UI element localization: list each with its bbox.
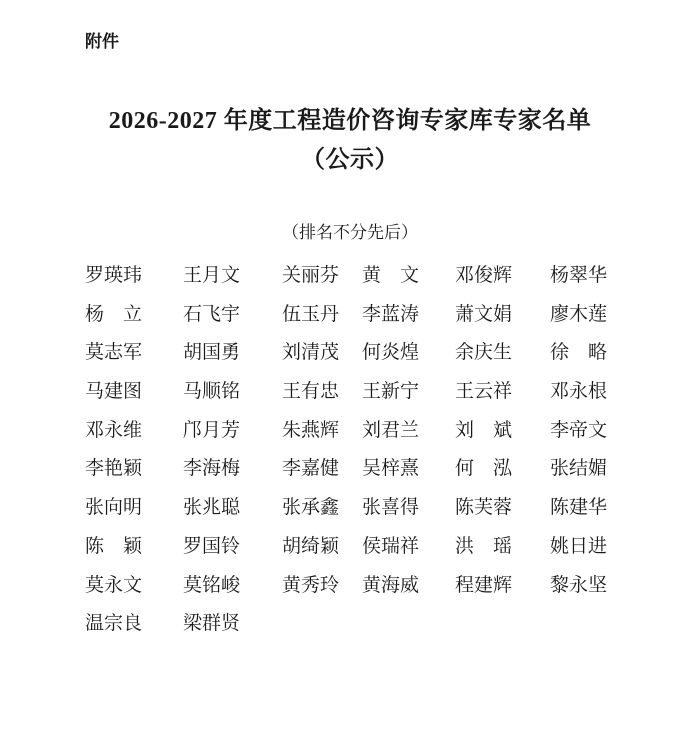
name-row	[85, 373, 615, 412]
expert-name: 李蓝涛	[362, 303, 420, 325]
expert-name: 王月文	[183, 265, 241, 286]
expert-name: 莫铭峻	[183, 574, 241, 596]
expert-name: 石飞宇	[183, 303, 241, 325]
expert-name: 李帝文	[550, 419, 608, 441]
expert-name: 李嘉健	[282, 458, 340, 480]
attachment-label: 附件	[85, 32, 119, 51]
expert-name: 王云祥	[455, 381, 513, 403]
ranking-note: （排名不分先后）	[282, 223, 418, 242]
expert-name: 徐 略	[550, 342, 608, 364]
expert-name: 莫志军	[85, 342, 143, 364]
expert-name: 黎永坚	[550, 574, 608, 596]
expert-name: 何 泓	[455, 458, 513, 480]
expert-name: 胡国勇	[183, 342, 241, 364]
expert-name: 胡绮颖	[282, 535, 340, 557]
expert-name: 黄 文	[362, 265, 420, 286]
expert-name: 张结媚	[550, 458, 608, 480]
expert-name: 关丽芬	[282, 265, 340, 286]
expert-name: 吴梓熹	[362, 458, 420, 480]
expert-name: 邓永维	[85, 419, 143, 441]
expert-name: 黄海威	[362, 574, 420, 596]
expert-name: 马建图	[85, 381, 143, 403]
document-title-line1: 2026-2027 年度工程造价咨询专家库专家名单	[108, 108, 592, 134]
expert-name: 陈芙蓉	[455, 497, 513, 519]
expert-name: 洪 瑶	[455, 535, 513, 557]
expert-name: 李艳颖	[85, 458, 143, 480]
expert-name: 马顺铭	[183, 381, 241, 403]
expert-name: 陈 颖	[85, 535, 143, 557]
expert-name: 廖木莲	[550, 303, 608, 325]
expert-name: 黄秀玲	[282, 574, 340, 596]
name-row	[85, 334, 615, 373]
expert-name: 邝月芳	[183, 419, 241, 441]
expert-name: 杨翠华	[550, 265, 608, 286]
expert-name: 张兆聪	[183, 497, 241, 519]
expert-name: 温宗良	[85, 613, 143, 635]
expert-name: 刘君兰	[362, 419, 420, 441]
expert-name: 邓永根	[550, 381, 608, 403]
expert-name: 张喜得	[362, 497, 420, 519]
expert-name: 梁群贤	[183, 613, 241, 635]
expert-name: 朱燕辉	[282, 419, 340, 441]
name-row	[85, 528, 615, 567]
expert-name-list	[85, 257, 615, 644]
expert-name: 邓俊辉	[455, 265, 513, 286]
expert-name: 何炎煌	[362, 342, 420, 364]
expert-name: 刘 斌	[455, 419, 513, 441]
document-title	[0, 102, 700, 180]
expert-name: 罗瑛玮	[85, 265, 143, 286]
document-title-line2: （公示）	[301, 147, 399, 173]
expert-name: 程建辉	[455, 574, 513, 596]
name-row	[85, 412, 615, 451]
name-row	[85, 296, 615, 335]
expert-name: 李海梅	[183, 458, 241, 480]
name-row	[85, 257, 615, 296]
expert-name: 陈建华	[550, 497, 608, 519]
expert-name: 王新宁	[362, 381, 420, 403]
expert-name: 莫永文	[85, 574, 143, 596]
expert-name: 张承鑫	[282, 497, 340, 519]
expert-name: 萧文娟	[455, 303, 513, 325]
name-row	[85, 567, 615, 606]
expert-name: 侯瑞祥	[362, 535, 420, 557]
name-row	[85, 489, 615, 528]
expert-name: 杨 立	[85, 303, 143, 325]
name-row	[85, 605, 615, 644]
name-row	[85, 450, 615, 489]
expert-name: 姚日进	[550, 535, 608, 557]
expert-name: 罗国铃	[183, 535, 241, 557]
expert-name: 张向明	[85, 497, 143, 519]
expert-name: 刘清茂	[282, 342, 340, 364]
expert-name: 王有忠	[282, 381, 340, 403]
expert-name: 伍玉丹	[282, 303, 340, 325]
expert-name: 余庆生	[455, 342, 513, 364]
